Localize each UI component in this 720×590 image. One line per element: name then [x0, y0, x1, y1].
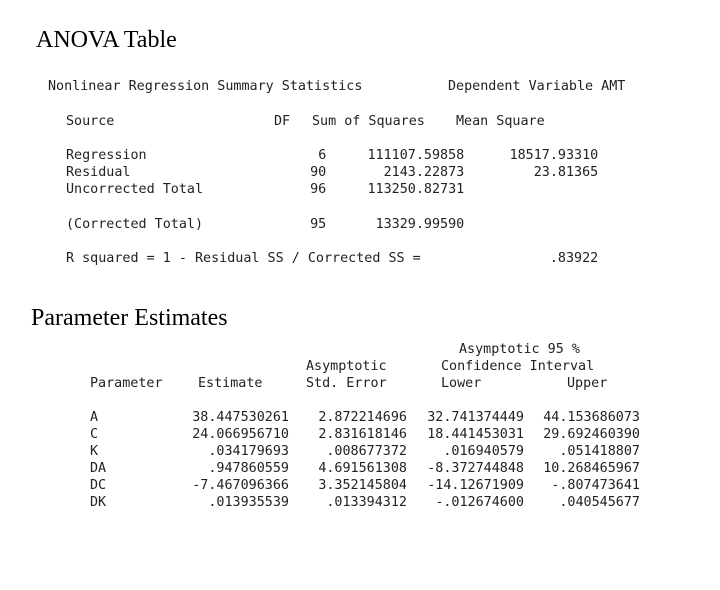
param-estimate: -7.467096366	[192, 478, 289, 493]
summary-title: Nonlinear Regression Summary Statistics	[48, 79, 363, 94]
param-lower: -14.12671909	[427, 478, 524, 493]
parameter-estimates-heading: Parameter Estimates	[31, 305, 228, 331]
anova-table-heading: ANOVA Table	[36, 27, 177, 53]
column-header-mean-square: Mean Square	[456, 114, 545, 129]
param-name: K	[90, 444, 99, 459]
r-squared-row	[66, 251, 599, 306]
param-upper: 10.268465967	[543, 461, 640, 476]
param-std-error: 2.831618146	[318, 427, 407, 442]
param-estimate: .947860559	[208, 461, 289, 476]
param-std-error: 2.872214696	[318, 410, 407, 425]
param-std-error: 4.691561308	[318, 461, 407, 476]
row-source: Regression	[66, 148, 147, 163]
row-source: (Corrected Total)	[66, 217, 204, 232]
column-header-df: DF	[274, 114, 291, 129]
column-header-lower: Lower	[441, 376, 482, 391]
param-upper: -.807473641	[551, 478, 640, 493]
asymptotic-95-label: Asymptotic 95 %	[459, 342, 580, 357]
param-estimate: 24.066956710	[192, 427, 289, 442]
param-std-error: 3.352145804	[318, 478, 407, 493]
param-name: C	[90, 427, 99, 442]
param-upper: 44.153686073	[543, 410, 640, 425]
column-header-parameter: Parameter	[90, 376, 163, 391]
param-lower: 18.441453031	[427, 427, 524, 442]
confidence-interval-label: Confidence Interval	[441, 359, 595, 374]
parameter-output-block	[0, 330, 720, 530]
r-squared-value: .83922	[549, 251, 599, 266]
param-upper: .051418807	[559, 444, 640, 459]
r-squared-formula: R squared = 1 - Residual SS / Corrected SS =	[66, 251, 421, 266]
param-estimate: .034179693	[208, 444, 289, 459]
row-df: 6	[318, 148, 327, 163]
param-std-error: .013394312	[326, 495, 407, 510]
param-name: A	[90, 410, 99, 425]
row-source: Uncorrected Total	[66, 182, 204, 197]
row-mean-square: 23.81365	[533, 165, 599, 180]
param-lower: .016940579	[443, 444, 524, 459]
param-lower: 32.741374449	[427, 410, 524, 425]
column-header-upper: Upper	[567, 376, 608, 391]
param-std-error: .008677372	[326, 444, 407, 459]
row-source: Residual	[66, 165, 131, 180]
param-upper: .040545677	[559, 495, 640, 510]
row-df: 96	[310, 182, 327, 197]
param-name: DA	[90, 461, 107, 476]
param-name: DC	[90, 478, 107, 493]
param-lower: -.012674600	[435, 495, 524, 510]
param-lower: -8.372744848	[427, 461, 524, 476]
param-estimate: 38.447530261	[192, 410, 289, 425]
row-df: 90	[310, 165, 327, 180]
asymptotic-label: Asymptotic	[306, 359, 387, 374]
dependent-variable-label: Dependent Variable AMT	[448, 79, 626, 94]
column-header-std-error: Std. Error	[306, 376, 387, 391]
param-upper: 29.692460390	[543, 427, 640, 442]
column-header-sum-of-squares: Sum of Squares	[312, 114, 425, 129]
param-estimate: .013935539	[208, 495, 289, 510]
parameter-row	[0, 496, 720, 590]
row-sum-of-squares: 113250.82731	[367, 182, 465, 197]
param-name: DK	[90, 495, 107, 510]
row-sum-of-squares: 13329.99590	[375, 217, 465, 232]
row-mean-square: 18517.93310	[509, 148, 599, 163]
row-df: 95	[310, 217, 327, 232]
row-sum-of-squares: 111107.59858	[367, 148, 465, 163]
row-sum-of-squares: 2143.22873	[383, 165, 465, 180]
column-header-estimate: Estimate	[198, 376, 263, 391]
column-header-source: Source	[66, 114, 115, 129]
